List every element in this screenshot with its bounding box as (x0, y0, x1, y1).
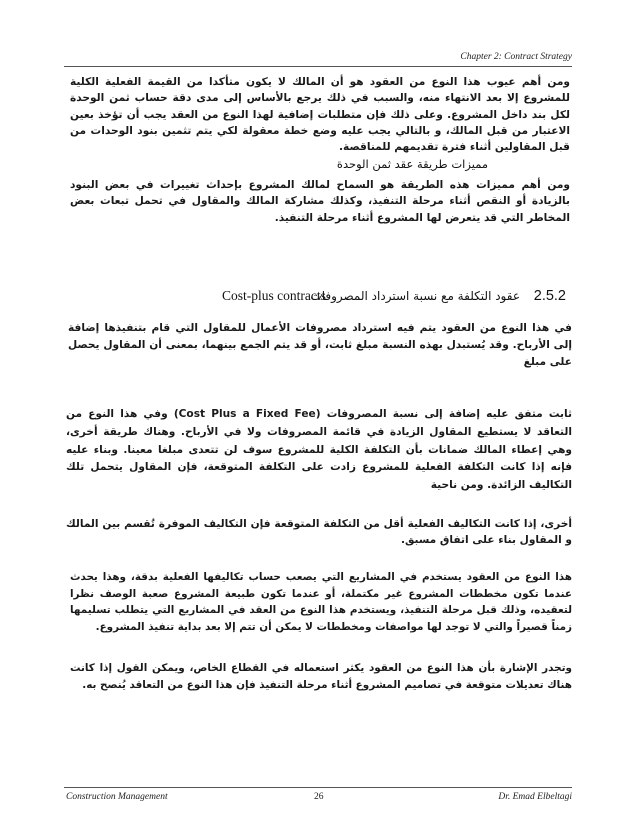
section-title-english: Cost-plus contracts (222, 288, 326, 303)
footer-course-title: Construction Management (66, 792, 168, 802)
section-title-arabic: عقود التكلفة مع نسبة استرداد المصروفات (310, 289, 520, 303)
paragraph-text: ثابت متفق عليه إضافة إلى نسبة المصروفات (Cost Plus a Fixed Fee) وفي هذا النوع من التعاقد لا يستطيع المقاول الزيادة في قائمة المصروفات ولا في الأرباح. وهناك طريقة أخرى، وهي إعطاء المالك ضمانات بأن التكلفة الكلية للمشروع سوف لن تتعدى مبلغا معينا. وبناء عليه فإنه إذا كانت التكلفة الفعلية للمشروع زادت على التكلفة المتوقعة، فإن المقاول يتحمل تلك التكاليف الزائدة. ومن ناحية (66, 408, 572, 492)
paragraph-unit-price-drawbacks (70, 74, 570, 155)
paragraph-cost-plus-intro (68, 320, 572, 372)
paragraph-text: في هذا النوع من العقود يتم فيه استرداد مصروفات الأعمال للمقاول التي قام بتنفيذها إضافة إلى الأرباح. وقد يُستبدل بهذه النسبة مبلغ ثابت، أو قد يتم الجمع بينهما، بمعنى أن المقاول يحصل على مبلغ (68, 322, 572, 369)
paragraph-cost-plus-fixed-fee (66, 406, 572, 495)
subheading-unit-price-advantages: مميزات طريقة عقد ثمن الوحدة (336, 157, 488, 171)
paragraph-text: أخرى، إذا كانت التكاليف الفعلية أقل من التكلفة المتوقعة فإن التكاليف الموفرة تُقسم بين المالك و المقاول بناء على اتفاق مسبق. (66, 518, 572, 547)
running-head: Chapter 2: Contract Strategy (460, 52, 572, 62)
paragraph-text: ومن أهم مميزات هذه الطريقة هو السماح لمالك المشروع بإحداث تغييرات في بعض البنود بالزيادة أو النقص أثناء مرحلة التنفيذ، وكذلك مشاركة المالك والمقاول في تحمل تبعات بعض المخاطر التي قد يتعرض لها المشروع أثناء مرحلة التنفيذ. (70, 179, 570, 224)
footer-page-number: 26 (314, 792, 324, 802)
paragraph-cost-plus-usage (70, 569, 572, 636)
section-number: 2.5.2 (533, 288, 566, 304)
paragraph-text: هذا النوع من العقود يستخدم في المشاريع التي يصعب حساب تكاليفها الفعلية بدقة، وهذا يحدث عندما تكون مخططات المشروع غير مكتملة، أو عندما تكون طبيعة المشروع صعبة الوصف نظرا لتعقيده، وذلك قبل مرحلة التنفيذ، ويستخدم هذا النوع من العقد في المشاريع التي يتطلب تسليمها زمناً قصيراً والتي لا توجد لها مواصفات ومخططات لا يمكن أن تتم إلا بعد بداية تنفيذ المشروع. (70, 571, 572, 634)
footer-author: Dr. Emad Elbeltagi (498, 792, 572, 802)
header-rule (64, 66, 572, 67)
paragraph-text: وتجدر الإشارة بأن هذا النوع من العقود يكثر استعماله في القطاع الخاص، ويمكن القول إذا كانت هناك تعديلات متوقعة في تصاميم المشروع أثناء مرحلة التنفيذ فإن هذا النوع من التعاقد يُنصح به. (70, 662, 572, 691)
paragraph-text: ومن أهم عيوب هذا النوع من العقود هو أن المالك لا يكون متأكدا من القيمة الفعلية الكلية للمشروع إلا بعد الانتهاء منه، والسبب في ذلك يرجع بالأساس إلى مدى دقة حساب ثمن الوحدة لكل بند داخل المشروع. وعلى ذلك فإن متطلبات إضافية لهذا النوع من العقد يجب أن تؤخذ بعين الاعتبار من قبل المالك، و بالتالي يجب عليه وضع خطة معقولة لكي يتم تثمين بنود الوحدات من قبل المقاولين أثناء فترة تقديمهم للمناقصة. (70, 76, 570, 154)
paragraph-unit-price-advantages (70, 177, 570, 226)
paragraph-private-sector-note (70, 660, 572, 693)
footer-rule (64, 787, 572, 788)
section-heading (210, 288, 572, 306)
paragraph-cost-savings-split (66, 516, 572, 549)
